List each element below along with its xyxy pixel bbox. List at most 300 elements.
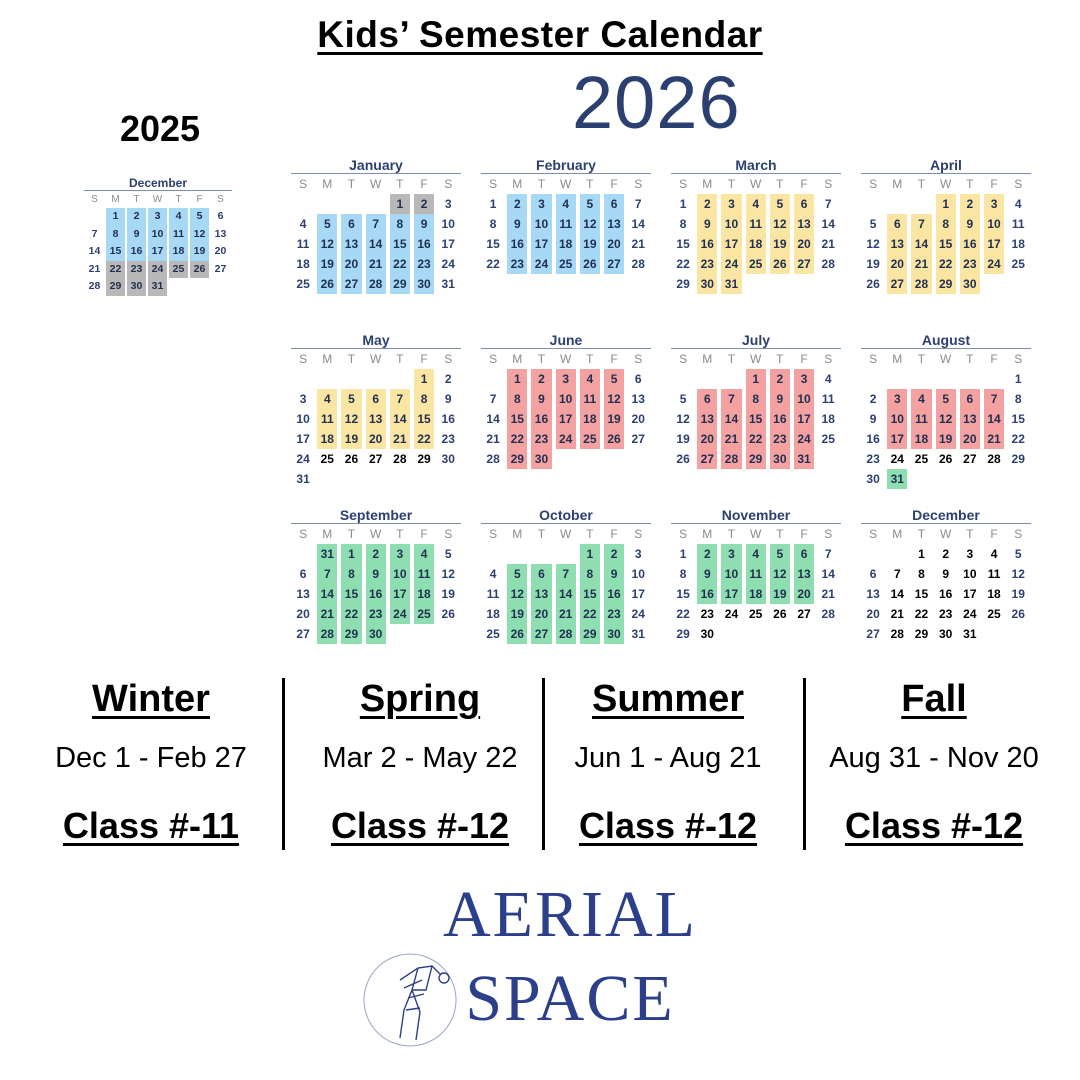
weekday-label: W: [939, 352, 952, 366]
weekday-label: T: [966, 527, 974, 541]
day-cell: 2: [942, 547, 949, 561]
day-cell: 7: [721, 389, 741, 409]
weekday-label: S: [824, 527, 833, 541]
day-cell: 6: [634, 372, 642, 386]
weekday-label: S: [1014, 527, 1023, 541]
month-june: [481, 332, 651, 469]
weekday-label: F: [800, 352, 808, 366]
season-name: Summer: [591, 678, 745, 720]
weekday-label: M: [702, 352, 713, 366]
day-cell: 24: [890, 452, 904, 466]
weekday-label: S: [679, 527, 688, 541]
day-cell: 24: [963, 607, 977, 621]
logo-ring: [364, 954, 456, 1046]
month-december-2025: [84, 176, 232, 296]
weekday-label: S: [679, 177, 688, 191]
day-cell: 5: [936, 389, 956, 409]
day-cell: 22: [676, 607, 690, 621]
day-cell: 17: [887, 429, 907, 449]
day-cell: 25: [169, 261, 188, 279]
day-cell: 20: [697, 429, 717, 449]
day-cell: 17: [794, 409, 814, 429]
day-cell: 25: [414, 604, 434, 624]
day-cell: 15: [676, 587, 690, 601]
day-cell: 12: [936, 409, 956, 429]
day-cell: 19: [770, 234, 790, 254]
weekday-label: M: [892, 177, 903, 191]
day-cell: 22: [106, 261, 125, 279]
day-cell: 23: [770, 429, 790, 449]
season-name: Fall: [901, 678, 967, 720]
day-cell: 12: [190, 226, 209, 244]
day-cell: 14: [556, 584, 576, 604]
season-fall: [809, 676, 1059, 846]
day-cell: 24: [631, 607, 645, 621]
day-cell: 6: [697, 389, 717, 409]
divider: [282, 678, 285, 850]
day-cell: 19: [507, 604, 527, 624]
empty-day: [293, 544, 313, 564]
day-cell: 8: [746, 389, 766, 409]
day-cell: 11: [414, 564, 434, 584]
day-cell: 29: [676, 627, 690, 641]
day-cell: 8: [341, 564, 361, 584]
empty-day: [483, 544, 503, 564]
weekday-header: [671, 349, 841, 369]
day-cell: 27: [368, 452, 383, 466]
day-cell: 24: [721, 254, 741, 274]
day-cell: 2: [366, 544, 386, 564]
day-cell: 29: [390, 274, 410, 294]
weekday-header: [84, 191, 232, 208]
day-cell: 19: [341, 429, 361, 449]
day-cell: 5: [507, 564, 527, 584]
day-cell: 21: [317, 604, 337, 624]
season-range: Aug 31 - Nov 20: [829, 742, 1039, 774]
day-cell: 23: [414, 254, 434, 274]
day-cell: 25: [320, 452, 334, 466]
empty-day: [984, 369, 1004, 389]
month-december: [861, 507, 1031, 644]
day-cell: 19: [441, 587, 455, 601]
day-cell: 16: [507, 234, 527, 254]
weekday-label: T: [727, 177, 736, 191]
day-cell: 19: [866, 257, 880, 271]
day-cell: 10: [148, 226, 167, 244]
day-cell: 1: [341, 544, 361, 564]
days-grid: [671, 369, 841, 469]
day-cell: 20: [960, 429, 980, 449]
day-cell: 22: [936, 254, 956, 274]
day-cell: 26: [773, 607, 787, 621]
day-cell: 10: [296, 412, 310, 426]
day-cell: 14: [890, 587, 904, 601]
day-cell: 21: [984, 429, 1004, 449]
empty-day: [556, 544, 576, 564]
weekday-label: S: [299, 527, 308, 541]
day-cell: 23: [697, 254, 717, 274]
month-name: March: [671, 157, 841, 174]
season-classes: Class #-12: [330, 805, 510, 846]
day-cell: 15: [106, 243, 125, 261]
day-cell: 13: [794, 564, 814, 584]
day-cell: 22: [507, 429, 527, 449]
empty-day: [341, 194, 361, 214]
day-cell: 30: [531, 449, 551, 469]
empty-day: [531, 544, 551, 564]
day-cell: 1: [679, 547, 687, 561]
weekday-label: T: [917, 527, 926, 541]
day-cell: 27: [296, 627, 310, 641]
day-cell: 21: [911, 254, 931, 274]
day-cell: 3: [148, 208, 167, 226]
aerialist-figure-icon: [400, 966, 449, 1040]
day-cell: 21: [721, 429, 741, 449]
empty-day: [317, 369, 337, 389]
day-cell: 30: [866, 472, 880, 486]
empty-day: [863, 194, 883, 214]
season-range: Mar 2 - May 22: [322, 742, 518, 774]
weekday-label: M: [322, 352, 333, 366]
day-cell: 28: [721, 449, 741, 469]
day-cell: 31: [887, 469, 907, 489]
day-cell: 18: [296, 257, 310, 271]
month-name: September: [291, 507, 461, 524]
day-cell: 12: [507, 584, 527, 604]
empty-day: [366, 194, 386, 214]
weekday-label: W: [369, 352, 382, 366]
day-cell: 30: [697, 274, 717, 294]
weekday-label: M: [512, 527, 523, 541]
day-cell: 22: [580, 604, 600, 624]
month-may: [291, 332, 461, 489]
day-cell: 18: [317, 429, 337, 449]
month-name: November: [671, 507, 841, 524]
weekday-label: W: [939, 527, 952, 541]
day-cell: 13: [960, 409, 980, 429]
day-cell: 28: [890, 627, 904, 641]
day-cell: 3: [390, 544, 410, 564]
day-cell: 26: [938, 452, 953, 466]
day-cell: 24: [794, 429, 814, 449]
day-cell: 5: [1014, 547, 1022, 561]
day-cell: 18: [821, 412, 835, 426]
day-cell: 10: [721, 214, 741, 234]
empty-day: [936, 369, 956, 389]
day-cell: 25: [987, 607, 1001, 621]
day-cell: 21: [631, 237, 645, 251]
day-cell: 5: [770, 194, 790, 214]
day-cell: 31: [963, 627, 977, 641]
days-grid: [291, 544, 461, 644]
weekday-label: S: [444, 352, 453, 366]
day-cell: 30: [700, 627, 714, 641]
day-cell: 5: [604, 369, 624, 389]
weekday-label: T: [776, 177, 784, 191]
day-cell: 12: [441, 567, 455, 581]
weekday-label: F: [800, 177, 808, 191]
day-cell: 6: [869, 567, 877, 581]
weekday-label: W: [749, 177, 762, 191]
day-cell: 22: [1011, 432, 1025, 446]
day-cell: 29: [1011, 452, 1025, 466]
day-cell: 9: [414, 214, 434, 234]
day-cell: 20: [794, 234, 814, 254]
empty-day: [911, 194, 931, 214]
day-cell: 27: [604, 254, 624, 274]
day-cell: 27: [531, 624, 551, 644]
day-cell: 30: [127, 278, 146, 296]
day-cell: 6: [299, 567, 307, 581]
day-cell: 19: [676, 432, 690, 446]
month-name: August: [861, 332, 1031, 349]
weekday-label: T: [175, 194, 182, 205]
day-cell: 10: [531, 214, 551, 234]
day-cell: 11: [556, 214, 576, 234]
days-grid: [481, 369, 651, 469]
day-cell: 25: [746, 254, 766, 274]
day-cell: 11: [821, 392, 835, 406]
day-cell: 5: [317, 214, 337, 234]
weekday-label: S: [869, 527, 878, 541]
day-cell: 15: [341, 584, 361, 604]
empty-day: [887, 544, 907, 564]
empty-day: [507, 544, 527, 564]
day-cell: 17: [296, 432, 310, 446]
day-cell: 11: [911, 409, 931, 429]
day-cell: 15: [746, 409, 766, 429]
season-classes: Class #-11: [62, 805, 240, 846]
day-cell: 7: [824, 547, 832, 561]
day-cell: 9: [869, 412, 877, 426]
day-cell: 24: [531, 254, 551, 274]
season-name: Spring: [359, 678, 481, 720]
weekday-label: T: [917, 177, 926, 191]
day-cell: 6: [341, 214, 361, 234]
day-cell: 7: [489, 392, 497, 406]
day-cell: 21: [88, 262, 101, 275]
day-cell: 20: [866, 607, 880, 621]
weekday-label: T: [396, 527, 404, 541]
day-cell: 17: [963, 587, 977, 601]
aerial-space-logo: [360, 870, 720, 1070]
day-cell: 8: [580, 564, 600, 584]
days-grid: [861, 369, 1031, 489]
weekday-label: S: [489, 177, 498, 191]
day-cell: 24: [390, 604, 410, 624]
day-cell: 24: [556, 429, 576, 449]
day-cell: 14: [721, 409, 741, 429]
weekday-label: F: [420, 352, 428, 366]
weekday-label: M: [111, 194, 120, 205]
day-cell: 16: [366, 584, 386, 604]
weekday-label: F: [990, 177, 998, 191]
day-cell: 15: [390, 234, 410, 254]
day-cell: 9: [444, 392, 452, 406]
weekday-label: T: [133, 194, 140, 205]
day-cell: 19: [770, 584, 790, 604]
day-cell: 10: [887, 409, 907, 429]
day-cell: 14: [486, 412, 500, 426]
weekday-label: T: [537, 352, 546, 366]
page-title: [0, 14, 1080, 56]
day-cell: 28: [556, 624, 576, 644]
day-cell: 21: [821, 237, 835, 251]
weekday-label: F: [990, 527, 998, 541]
day-cell: 4: [489, 567, 497, 581]
day-cell: 31: [317, 544, 337, 564]
day-cell: 12: [341, 409, 361, 429]
day-cell: 16: [770, 409, 790, 429]
days-grid: [481, 544, 651, 644]
empty-day: [887, 369, 907, 389]
day-cell: 9: [366, 564, 386, 584]
day-cell: 11: [746, 564, 766, 584]
day-cell: 18: [1011, 237, 1025, 251]
day-cell: 1: [918, 547, 925, 561]
day-cell: 13: [366, 409, 386, 429]
day-cell: 27: [214, 262, 227, 275]
day-cell: 27: [697, 449, 717, 469]
day-cell: 28: [821, 257, 835, 271]
day-cell: 16: [938, 587, 953, 601]
weekday-label: F: [610, 177, 618, 191]
day-cell: 27: [797, 607, 811, 621]
day-cell: 28: [821, 607, 835, 621]
day-cell: 19: [317, 254, 337, 274]
day-cell: 21: [890, 607, 904, 621]
day-cell: 7: [91, 227, 98, 240]
day-cell: 21: [821, 587, 835, 601]
weekday-label: S: [299, 177, 308, 191]
day-cell: 1: [580, 544, 600, 564]
day-cell: 29: [580, 624, 600, 644]
day-cell: 11: [987, 567, 1001, 581]
day-cell: 7: [317, 564, 337, 584]
weekday-label: W: [749, 527, 762, 541]
day-cell: 27: [631, 432, 645, 446]
weekday-label: M: [702, 527, 713, 541]
day-cell: 10: [556, 389, 576, 409]
day-cell: 7: [556, 564, 576, 584]
season-range: Jun 1 - Aug 21: [574, 742, 762, 774]
day-cell: 26: [604, 429, 624, 449]
day-cell: 2: [604, 544, 624, 564]
day-cell: 6: [531, 564, 551, 584]
weekday-label: T: [727, 527, 736, 541]
day-cell: 5: [341, 389, 361, 409]
day-cell: 4: [746, 194, 766, 214]
weekday-label: S: [1014, 177, 1023, 191]
day-cell: 20: [794, 584, 814, 604]
day-cell: 23: [866, 452, 880, 466]
month-name: June: [481, 332, 651, 349]
day-cell: 20: [296, 607, 310, 621]
month-name: February: [481, 157, 651, 174]
weekday-label: M: [512, 177, 523, 191]
day-cell: 1: [489, 197, 497, 211]
day-cell: 18: [746, 234, 766, 254]
weekday-header: [671, 174, 841, 194]
day-cell: 3: [984, 194, 1004, 214]
day-cell: 3: [721, 544, 741, 564]
day-cell: 8: [414, 389, 434, 409]
day-cell: 7: [634, 197, 642, 211]
day-cell: 17: [631, 587, 645, 601]
month-february: [481, 157, 651, 274]
day-cell: 16: [441, 412, 455, 426]
weekday-label: T: [966, 352, 974, 366]
day-cell: 13: [794, 214, 814, 234]
day-cell: 11: [296, 237, 310, 251]
day-cell: 1: [679, 197, 687, 211]
day-cell: 13: [631, 392, 645, 406]
day-cell: 20: [214, 245, 227, 257]
weekday-label: W: [369, 177, 382, 191]
day-cell: 18: [169, 243, 188, 261]
logo-line2: SPACE: [465, 962, 675, 1035]
empty-day: [317, 194, 337, 214]
weekday-label: T: [347, 352, 356, 366]
day-cell: 9: [604, 564, 624, 584]
day-cell: 7: [366, 214, 386, 234]
day-cell: 5: [444, 547, 452, 561]
day-cell: 25: [556, 254, 576, 274]
day-cell: 7: [984, 389, 1004, 409]
day-cell: 7: [824, 197, 832, 211]
day-cell: 29: [507, 449, 527, 469]
weekday-label: S: [444, 527, 453, 541]
season-name: Winter: [92, 678, 210, 720]
day-cell: 25: [580, 429, 600, 449]
month-name: July: [671, 332, 841, 349]
weekday-label: F: [610, 527, 618, 541]
day-cell: 14: [984, 409, 1004, 429]
weekday-label: F: [420, 527, 428, 541]
weekday-label: M: [322, 527, 333, 541]
days-grid: [84, 208, 232, 296]
day-cell: 13: [531, 584, 551, 604]
day-cell: 7: [390, 389, 410, 409]
day-cell: 20: [366, 429, 386, 449]
day-cell: 1: [106, 208, 125, 226]
year-prev: 2025: [119, 108, 201, 149]
day-cell: 14: [88, 245, 101, 257]
day-cell: 15: [676, 237, 690, 251]
day-cell: 10: [390, 564, 410, 584]
weekday-label: S: [824, 177, 833, 191]
day-cell: 23: [127, 261, 146, 279]
weekday-header: [671, 524, 841, 544]
season-spring: [295, 676, 545, 846]
day-cell: 21: [390, 429, 410, 449]
weekday-label: T: [586, 352, 594, 366]
weekday-header: [861, 174, 1031, 194]
day-cell: 25: [296, 277, 310, 291]
day-cell: 1: [390, 194, 410, 214]
weekday-label: T: [537, 527, 546, 541]
weekday-label: F: [800, 527, 808, 541]
day-cell: 14: [366, 234, 386, 254]
month-november: [671, 507, 841, 644]
day-cell: 8: [679, 567, 687, 581]
day-cell: 15: [936, 234, 956, 254]
empty-day: [85, 208, 104, 226]
day-cell: 31: [721, 274, 741, 294]
weekday-label: S: [444, 177, 453, 191]
day-cell: 26: [866, 277, 880, 291]
day-cell: 17: [721, 234, 741, 254]
